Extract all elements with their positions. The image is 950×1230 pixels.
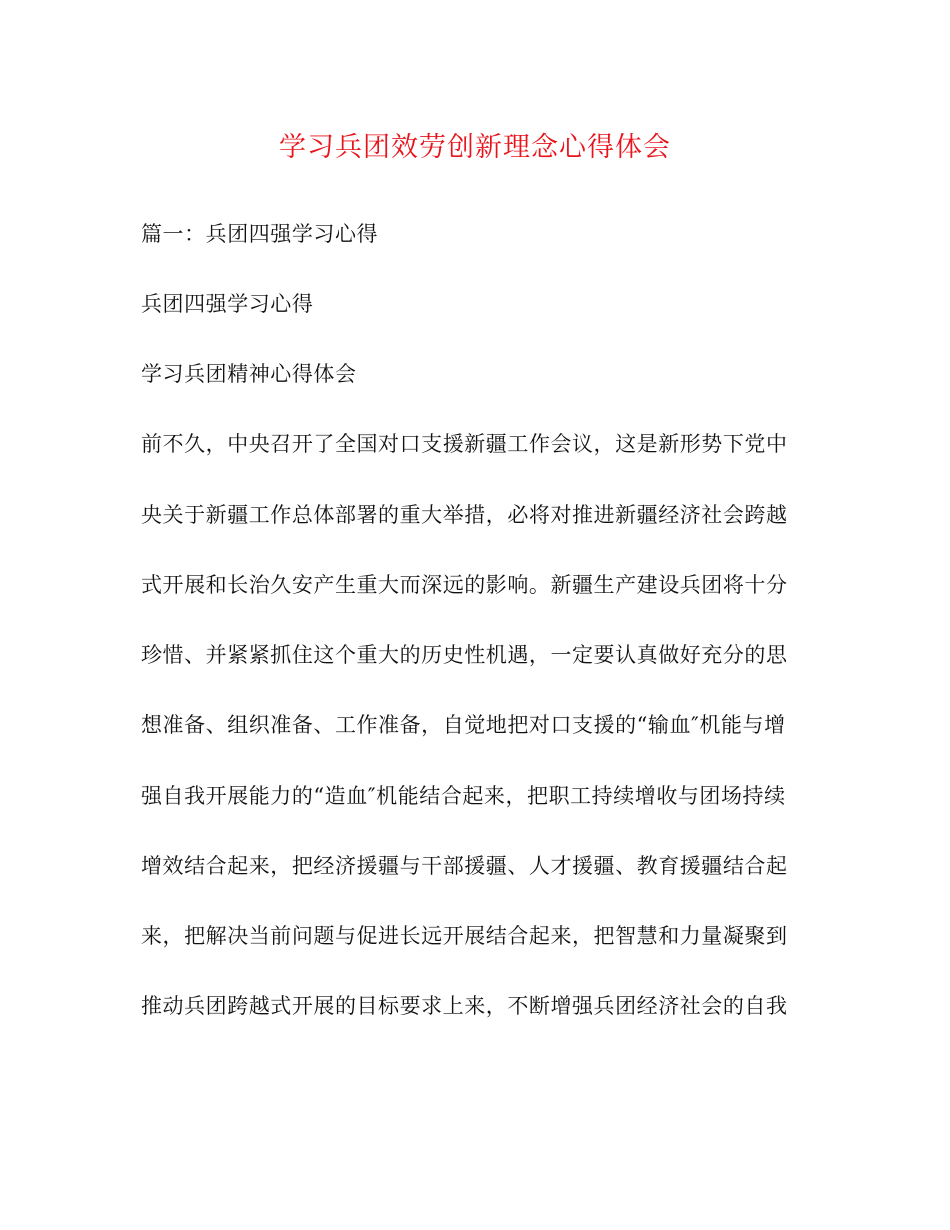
section-heading: 篇一：兵团四强学习心得 [141,222,379,246]
subheading: 兵团四强学习心得 [141,292,314,316]
paragraph-line: 珍惜、并紧紧抓住这个重大的历史性机遇，一定要认真做好充分的思 [141,643,788,667]
paragraph-line: 来，把解决当前问题与促进长远开展结合起来，把智慧和力量凝聚到 [141,924,788,948]
paragraph-line: 式开展和长治久安产生重大而深远的影响。新疆生产建设兵团将十分 [141,573,788,597]
paragraph-line: 推动兵团跨越式开展的目标要求上来，不断增强兵团经济社会的自我 [141,994,788,1018]
subheading: 学习兵团精神心得体会 [141,362,357,386]
paragraph-line: 想准备、组织准备、工作准备，自觉地把对口支援的“输血″机能与增 [141,713,786,737]
paragraph-line: 前不久，中央召开了全国对口支援新疆工作会议，这是新形势下党中 [141,432,788,456]
paragraph-line: 增效结合起来，把经济援疆与干部援疆、人才援疆、教育援疆结合起 [141,854,788,878]
paragraph-line: 强自我开展能力的“造血″机能结合起来，把职工持续增收与团场持续 [141,784,786,808]
document-title: 学习兵团效劳创新理念心得体会 [279,132,671,163]
paragraph-line: 央关于新疆工作总体部署的重大举措，必将对推进新疆经济社会跨越 [141,503,788,527]
